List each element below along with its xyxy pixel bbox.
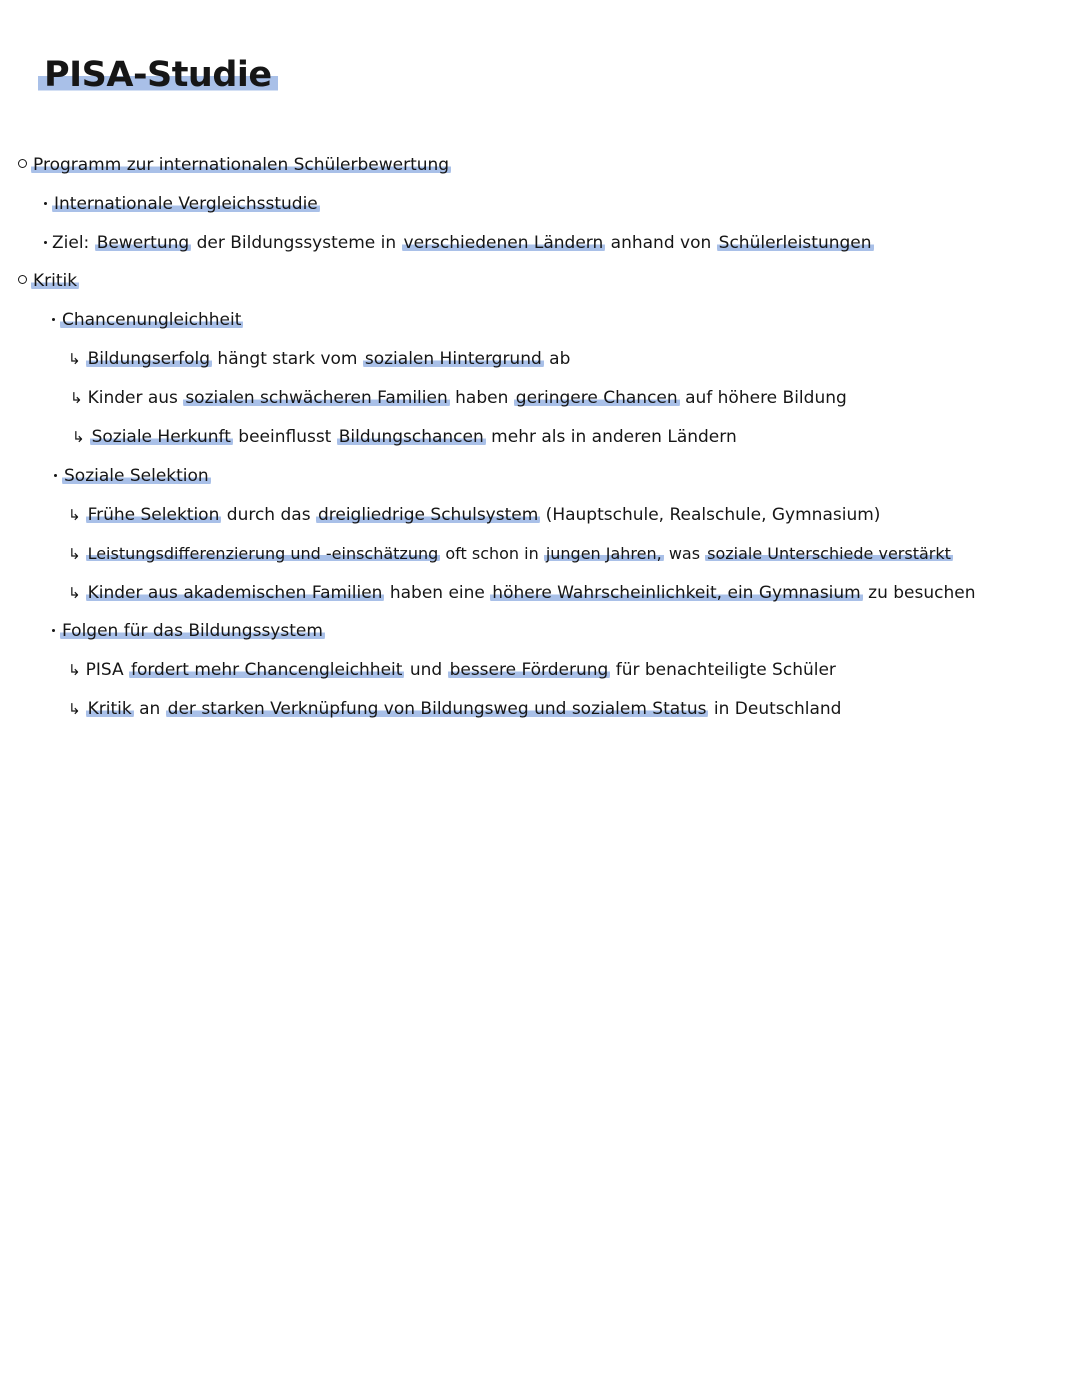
text-segment: zu besuchen bbox=[862, 583, 976, 603]
dot-bullet-icon bbox=[44, 241, 47, 244]
sub-bullet-vergleichsstudie bbox=[44, 191, 320, 217]
return-arrow-icon: ↳ bbox=[68, 506, 81, 524]
text-segment: (Hauptschule, Realschule, Gymnasium) bbox=[540, 505, 881, 525]
arrow-item-leistungsdifferenzierung bbox=[68, 541, 953, 567]
arrow-item-bildungserfolg bbox=[68, 346, 570, 372]
return-arrow-icon: ↳ bbox=[68, 700, 81, 718]
arrow-item-pisa-fordert bbox=[68, 657, 836, 683]
text-segment: Programm zur internationalen Schülerbewertung bbox=[33, 155, 450, 175]
text-segment: mehr als in anderen Ländern bbox=[485, 427, 737, 447]
arrow-item-herkunft bbox=[72, 424, 737, 450]
return-arrow-icon: ↳ bbox=[70, 389, 83, 407]
dot-bullet-icon bbox=[54, 474, 57, 477]
text-segment: Kritik bbox=[33, 271, 78, 291]
page-title: PISA-Studie bbox=[38, 52, 278, 98]
text-segment: Kinder aus akademischen Familien bbox=[87, 583, 383, 603]
circle-bullet-icon bbox=[18, 159, 27, 168]
arrow-item-fruehe-selektion bbox=[68, 502, 880, 528]
text-segment: in Deutschland bbox=[708, 699, 842, 719]
text-segment: durch das bbox=[221, 505, 316, 525]
text-segment: Internationale Vergleichsstudie bbox=[54, 194, 318, 214]
text-segment: der Bildungssysteme in bbox=[191, 233, 402, 253]
text-segment: ab bbox=[543, 349, 571, 369]
return-arrow-icon: ↳ bbox=[68, 661, 81, 679]
text-segment: sozialen Hintergrund bbox=[364, 349, 542, 369]
text-segment: fordert mehr Chancengleichheit bbox=[130, 660, 403, 680]
return-arrow-icon: ↳ bbox=[72, 428, 85, 446]
text-segment: haben bbox=[449, 388, 514, 408]
sub-bullet-ziel bbox=[44, 230, 874, 256]
text-segment: anhand von bbox=[605, 233, 717, 253]
arrow-item-kinder-sozial bbox=[70, 385, 847, 411]
text-segment: an bbox=[133, 699, 166, 719]
return-arrow-icon: ↳ bbox=[68, 545, 81, 563]
text-segment: Schülerleistungen bbox=[718, 233, 872, 253]
bullet-programm bbox=[18, 152, 451, 178]
text-segment: geringere Chancen bbox=[515, 388, 678, 408]
text-segment: Bildungschancen bbox=[338, 427, 484, 447]
text-segment: oft schon in bbox=[440, 544, 544, 563]
text-segment: bessere Förderung bbox=[449, 660, 609, 680]
arrow-item-akademische-familien bbox=[68, 580, 976, 606]
sub-heading-folgen bbox=[52, 618, 325, 644]
text-segment: Soziale Selektion bbox=[64, 466, 209, 486]
dot-bullet-icon bbox=[52, 318, 55, 321]
sub-heading-soziale-selektion bbox=[54, 463, 211, 489]
text-segment: verschiedenen Ländern bbox=[403, 233, 604, 253]
text-segment: Bewertung bbox=[96, 233, 190, 253]
text-segment: soziale Unterschiede verstärkt bbox=[707, 544, 951, 563]
bullet-kritik bbox=[18, 268, 79, 294]
text-segment: haben eine bbox=[384, 583, 491, 603]
text-segment: beeinflusst bbox=[232, 427, 337, 447]
text-segment: Frühe Selektion bbox=[87, 505, 220, 525]
text-segment: sozialen schwächeren Familien bbox=[185, 388, 448, 408]
circle-bullet-icon bbox=[18, 275, 27, 284]
text-segment: auf höhere Bildung bbox=[679, 388, 847, 408]
return-arrow-icon: ↳ bbox=[68, 584, 81, 602]
text-segment: Leistungsdifferenzierung und -einschätzung bbox=[87, 544, 439, 563]
text-segment: dreigliedrige Schulsystem bbox=[317, 505, 539, 525]
dot-bullet-icon bbox=[44, 202, 47, 205]
text-segment: PISA bbox=[85, 660, 129, 680]
text-segment: Soziale Herkunft bbox=[91, 427, 231, 447]
text-segment: und bbox=[404, 660, 448, 680]
text-segment: jungen Jahren, bbox=[545, 544, 662, 563]
arrow-item-kritik-verknuepfung bbox=[68, 696, 841, 722]
text-segment: Bildungserfolg bbox=[87, 349, 211, 369]
text-segment: für benachteiligte Schüler bbox=[610, 660, 836, 680]
text-segment: Kinder aus bbox=[87, 388, 184, 408]
text-segment: Ziel: bbox=[52, 233, 95, 253]
dot-bullet-icon bbox=[52, 629, 55, 632]
text-segment: was bbox=[663, 544, 706, 563]
sub-heading-chancenungleichheit bbox=[52, 307, 243, 333]
text-segment: hängt stark vom bbox=[212, 349, 363, 369]
return-arrow-icon: ↳ bbox=[68, 350, 81, 368]
text-segment: der starken Verknüpfung von Bildungsweg und sozialem Status bbox=[167, 699, 707, 719]
text-segment: Kritik bbox=[87, 699, 132, 719]
text-segment: Chancenungleichheit bbox=[62, 310, 242, 330]
text-segment: höhere Wahrscheinlichkeit, ein Gymnasium bbox=[492, 583, 861, 603]
text-segment: Folgen für das Bildungssystem bbox=[62, 621, 323, 641]
